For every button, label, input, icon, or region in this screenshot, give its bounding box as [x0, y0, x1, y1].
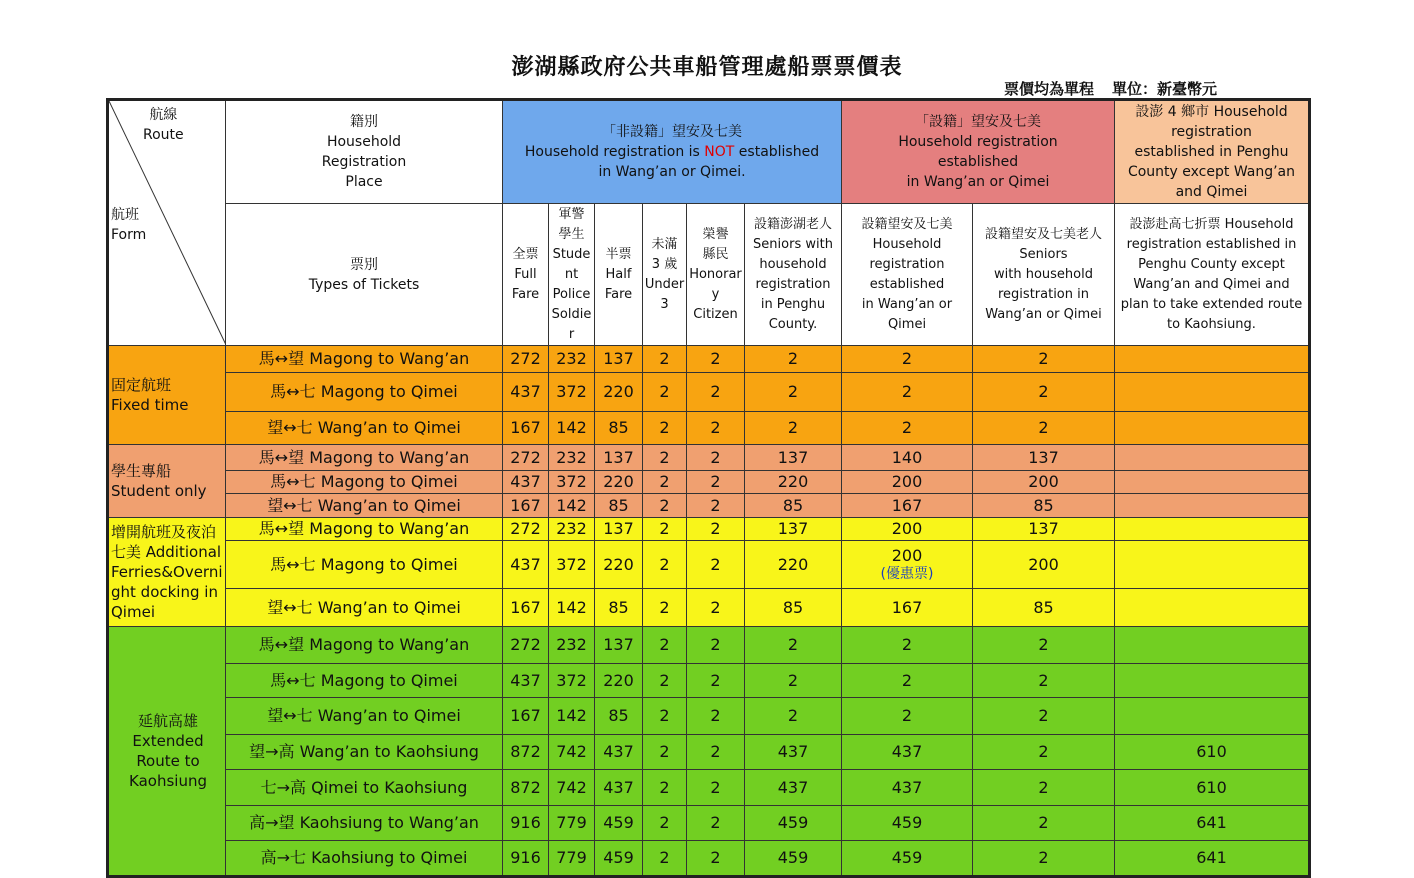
fare-cell: 232 [549, 627, 595, 664]
fare-cell: 137 [973, 518, 1115, 541]
discount-note: (優惠票) [880, 565, 934, 582]
fare-cell: 2 [687, 518, 745, 541]
fare-cell: 2 [643, 806, 687, 841]
column-header-line: 榮譽 [702, 226, 729, 242]
fare-cell: 437 [842, 770, 973, 806]
fare-cell: 142 [549, 589, 595, 627]
column-header-line: Seniors with [753, 236, 833, 252]
fare-cell [1115, 494, 1310, 518]
household-place-line: Registration [321, 154, 407, 170]
four-cities-header [1115, 100, 1310, 204]
established-line: 「設籍」望安及七美 [915, 114, 1041, 130]
corner-route [143, 105, 184, 145]
established-line: Household registration [898, 134, 1058, 150]
group-label [108, 346, 226, 445]
fare-cell: 610 [1115, 735, 1310, 770]
fare-cell: 2 [643, 735, 687, 770]
header-row-1 [108, 100, 1310, 204]
column-header-line: to Kaohsiung. [1167, 316, 1256, 332]
column-header-line: Stude [552, 246, 591, 262]
fare-cell: 2 [973, 806, 1115, 841]
fare-cell: 916 [503, 841, 549, 877]
fare-cell: 459 [595, 806, 643, 841]
corner-form [111, 205, 146, 245]
table-row [108, 627, 1310, 664]
fare-cell: 137 [595, 445, 643, 471]
unit-note: 單位：新臺幣元 [1112, 80, 1218, 98]
fare-cell: 140 [842, 445, 973, 471]
route-cell: 馬↔望 Magong to Wang’an [226, 627, 503, 664]
column-header-line: nt [564, 266, 579, 282]
table-row [108, 770, 1310, 806]
fare-cell: 167 [503, 412, 549, 445]
fare-cell: 272 [503, 627, 549, 664]
not-established-text: Household registration is [524, 144, 705, 160]
fare-cell: 232 [549, 346, 595, 373]
fare-cell: 2 [745, 627, 842, 664]
column-header-line: Fare [604, 286, 633, 302]
fare-cell: 2 [643, 589, 687, 627]
established-line: established [937, 154, 1019, 170]
fare-cell: 85 [745, 589, 842, 627]
fare-cell: 200 [973, 541, 1115, 589]
table-row [108, 698, 1310, 735]
column-header-line: Penghu County except [1138, 256, 1285, 272]
ticket-types-header [226, 204, 503, 346]
column-header [842, 204, 973, 346]
fare-cell: 200 [842, 518, 973, 541]
group-label-line: Kaohsiung [129, 772, 207, 790]
fare-cell: 2 [687, 589, 745, 627]
fare-cell: 459 [595, 841, 643, 877]
fare-cell [1115, 541, 1310, 589]
fare-cell: 142 [549, 494, 595, 518]
fare-cell: 872 [503, 735, 549, 770]
table-row [108, 471, 1310, 494]
fare-cell: 779 [549, 841, 595, 877]
fare-cell: 200 [973, 471, 1115, 494]
fare-cell: 2 [643, 518, 687, 541]
not-emphasis: NOT [704, 144, 735, 160]
table-row [108, 412, 1310, 445]
fare-cell: 437 [745, 770, 842, 806]
fare-cell: 85 [595, 412, 643, 445]
fare-cell: 2 [973, 664, 1115, 698]
fare-cell: 2 [687, 806, 745, 841]
fare-cell: 2 [745, 373, 842, 412]
four-cities-line: 設澎 4 鄉市 Household [1135, 104, 1288, 120]
column-header-line: y [711, 286, 720, 302]
table-row [108, 541, 1310, 589]
fare-cell: 2 [687, 494, 745, 518]
fare-cell: 220 [745, 541, 842, 589]
fare-cell: 641 [1115, 806, 1310, 841]
fare-cell: 220 [595, 373, 643, 412]
fare-cell: 2 [643, 373, 687, 412]
group-label-line: 七美 Additional [111, 543, 222, 561]
column-header-line: registration [755, 276, 831, 292]
column-header [973, 204, 1115, 346]
fare-cell: 137 [973, 445, 1115, 471]
fare-cell: 220 [595, 471, 643, 494]
fare-cell: 641 [1115, 841, 1310, 877]
fare-cell: 872 [503, 770, 549, 806]
route-cell: 馬↔七 Magong to Qimei [226, 664, 503, 698]
column-header-line: with household [994, 266, 1093, 282]
fare-cell: 85 [595, 494, 643, 518]
fare-cell: 372 [549, 664, 595, 698]
column-header [745, 204, 842, 346]
fare-cell: 459 [745, 806, 842, 841]
fare-cell: 142 [549, 412, 595, 445]
fare-cell [1115, 471, 1310, 494]
fare-cell: 2 [745, 346, 842, 373]
fare-cell: 2 [842, 412, 973, 445]
table-row [108, 841, 1310, 877]
fare-cell [1115, 698, 1310, 735]
fare-cell: 2 [687, 735, 745, 770]
column-header-line: plan to take extended route [1120, 296, 1303, 312]
column-header-line: Soldie [551, 306, 592, 322]
fare-cell: 372 [549, 471, 595, 494]
fare-cell: 2 [973, 346, 1115, 373]
household-place-line: Place [345, 174, 383, 190]
column-header-line: Wang’an or Qimei [985, 306, 1102, 322]
group-label-line: 延航高雄 [137, 712, 198, 730]
household-place-line: Household [326, 134, 402, 150]
column-header-line: Honorar [689, 266, 742, 282]
fare-cell: 779 [549, 806, 595, 841]
fare-cell: 232 [549, 445, 595, 471]
fare-cell: 2 [643, 664, 687, 698]
column-header-line: Fare [511, 286, 540, 302]
fare-cell: 2 [842, 698, 973, 735]
fare-cell: 2 [643, 471, 687, 494]
fare-cell: 85 [973, 589, 1115, 627]
fare-cell: 2 [643, 841, 687, 877]
column-header-line: 全票 [512, 246, 539, 262]
four-cities-line: County except Wang’an [1127, 164, 1296, 180]
corner-form-en: Form [111, 227, 147, 243]
fare-cell: 437 [595, 735, 643, 770]
fare-cell: 85 [745, 494, 842, 518]
fare-cell: 916 [503, 806, 549, 841]
table-row [108, 589, 1310, 627]
column-header-line: Police [552, 286, 591, 302]
fare-cell: 2 [973, 841, 1115, 877]
corner-form-zh: 航班 [111, 207, 139, 223]
not-established-line [503, 142, 841, 162]
fare-cell: 272 [503, 445, 549, 471]
fare-cell: 437 [503, 541, 549, 589]
fare-cell [1115, 518, 1310, 541]
fare-cell [1115, 664, 1310, 698]
fare-cell [1115, 346, 1310, 373]
column-header-line: 設籍澎湖老人 [753, 216, 832, 232]
fare-cell: 137 [595, 627, 643, 664]
fare-cell: 2 [687, 373, 745, 412]
route-cell: 馬↔望 Magong to Wang’an [226, 518, 503, 541]
fare-cell: 459 [842, 841, 973, 877]
page-title: 澎湖縣政府公共車船管理處船票票價表 [511, 55, 903, 80]
fare-cell: 2 [842, 627, 973, 664]
fare-cell: 167 [503, 589, 549, 627]
fare-cell: 2 [687, 770, 745, 806]
column-header-line: Qimei [887, 316, 927, 332]
group-label-line: Extended [132, 732, 204, 750]
fare-note [1004, 78, 1235, 99]
route-cell: 馬↔七 Magong to Qimei [226, 541, 503, 589]
route-cell: 馬↔望 Magong to Wang’an [226, 445, 503, 471]
group-label-line: Student only [111, 482, 207, 500]
fare-cell: 2 [973, 770, 1115, 806]
table-row [108, 445, 1310, 471]
table-row [108, 518, 1310, 541]
group-label-line: 固定航班 [111, 376, 172, 394]
fare-cell: 459 [745, 841, 842, 877]
fare-cell: 2 [643, 346, 687, 373]
column-header-line: Wang’an and Qimei and [1133, 276, 1290, 292]
column-header-line: 設澎赴高七折票 Household [1129, 216, 1294, 232]
fare-cell: 167 [842, 589, 973, 627]
fare-cell [1115, 373, 1310, 412]
household-place-header [226, 100, 503, 204]
fare-cell: 2 [687, 541, 745, 589]
fare-cell: 2 [973, 412, 1115, 445]
fare-cell: 372 [549, 373, 595, 412]
table-row [108, 346, 1310, 373]
fare-cell: 2 [973, 735, 1115, 770]
column-header-line: 設籍望安及七美老人 [984, 226, 1102, 242]
fare-value: 200 [891, 545, 923, 565]
not-established-line: 「非設籍」望安及七美 [602, 124, 742, 140]
column-header-line: r [568, 326, 575, 342]
route-cell: 望↔七 Wang’an to Qimei [226, 412, 503, 445]
fare-cell: 2 [643, 627, 687, 664]
fare-cell: 167 [842, 494, 973, 518]
fare-cell: 137 [595, 346, 643, 373]
fare-cell: 272 [503, 518, 549, 541]
fare-cell: 167 [503, 698, 549, 735]
fare-cell [1115, 589, 1310, 627]
fare-cell [1115, 627, 1310, 664]
fare-cell: 372 [549, 541, 595, 589]
fare-cell: 459 [842, 806, 973, 841]
ticket-types-line: 票別 [350, 256, 378, 273]
group-label-line: 增開航班及夜泊 [111, 523, 217, 541]
fare-cell: 437 [745, 735, 842, 770]
column-header-line: Under [644, 276, 685, 292]
column-header [503, 204, 549, 346]
not-established-text: established [734, 144, 820, 160]
column-header-line: 3 歲 [651, 256, 678, 272]
fare-cell: 2 [643, 698, 687, 735]
column-header [643, 204, 687, 346]
fare-cell [1115, 445, 1310, 471]
column-header-line: County. [768, 316, 818, 332]
column-header [595, 204, 643, 346]
fare-cell: 2 [643, 541, 687, 589]
fare-cell: 85 [595, 589, 643, 627]
fare-cell: 2 [842, 373, 973, 412]
fare-cell: 2 [687, 841, 745, 877]
fare-cell: 220 [595, 664, 643, 698]
not-established-line: in Wang’an or Qimei. [598, 164, 746, 180]
fare-cell: 232 [549, 518, 595, 541]
header-row-2 [108, 204, 1310, 346]
route-cell: 望↔七 Wang’an to Qimei [226, 494, 503, 518]
table-row [108, 806, 1310, 841]
column-header-line: in Penghu [760, 296, 826, 312]
fare-cell: 220 [595, 541, 643, 589]
table-row [108, 373, 1310, 412]
fare-cell: 2 [643, 770, 687, 806]
column-header-line: 半票 [605, 246, 632, 262]
column-header-line: 3 [660, 296, 669, 312]
group-label [108, 518, 226, 627]
group-label [108, 627, 226, 877]
column-header-line: registration established in [1126, 236, 1297, 252]
fare-cell: 2 [745, 664, 842, 698]
route-cell: 馬↔七 Magong to Qimei [226, 373, 503, 412]
table-row [108, 735, 1310, 770]
fare-cell: 137 [745, 445, 842, 471]
ticket-types-line: Types of Tickets [308, 276, 420, 293]
fare-table [106, 98, 1311, 878]
four-cities-line: registration [1171, 124, 1252, 140]
route-cell: 高→望 Kaohsiung to Wang’an [226, 806, 503, 841]
column-header-line: 未滿 [651, 236, 678, 252]
fare-cell: 2 [687, 664, 745, 698]
household-place-line: 籍別 [350, 114, 378, 130]
column-header-line: 學生 [558, 226, 585, 242]
route-cell: 馬↔七 Magong to Qimei [226, 471, 503, 494]
column-header-line: Half [605, 266, 632, 282]
column-header-line: household [759, 256, 827, 272]
established-header [842, 100, 1115, 204]
fare-cell: 742 [549, 770, 595, 806]
group-label [108, 445, 226, 518]
group-label-line: Fixed time [111, 396, 189, 414]
fare-cell: 437 [503, 471, 549, 494]
column-header-line: Full [514, 266, 537, 282]
fare-cell: 2 [745, 412, 842, 445]
fare-cell: 437 [503, 373, 549, 412]
route-cell: 望↔七 Wang’an to Qimei [226, 698, 503, 735]
route-cell: 望↔七 Wang’an to Qimei [226, 589, 503, 627]
corner-cell [108, 100, 226, 346]
fare-cell: 167 [503, 494, 549, 518]
fare-cell: 2 [973, 373, 1115, 412]
fare-cell: 137 [595, 518, 643, 541]
fare-cell: 272 [503, 346, 549, 373]
fare-cell: 2 [687, 471, 745, 494]
fare-cell: 2 [687, 627, 745, 664]
fare-cell: 437 [503, 664, 549, 698]
column-header-line: Seniors [1019, 246, 1068, 262]
column-header-line: in Wang’an or [861, 296, 953, 312]
fare-cell: 2 [687, 412, 745, 445]
fare-cell: 2 [643, 445, 687, 471]
column-header-line: registration [869, 256, 945, 272]
table-row [108, 494, 1310, 518]
fare-cell: 742 [549, 735, 595, 770]
fare-cell: 220 [745, 471, 842, 494]
fare-cell: 200 [842, 471, 973, 494]
fare-cell [842, 541, 973, 589]
fare-cell: 2 [687, 346, 745, 373]
column-header-line: 縣民 [702, 246, 729, 262]
fare-cell: 2 [643, 412, 687, 445]
group-label-line: ght docking in [111, 583, 218, 601]
corner-route-en: Route [143, 127, 184, 143]
route-cell: 馬↔望 Magong to Wang’an [226, 346, 503, 373]
fare-cell: 2 [973, 627, 1115, 664]
oneway-note: 票價均為單程 [1004, 80, 1095, 98]
fare-cell: 437 [595, 770, 643, 806]
route-cell: 高→七 Kaohsiung to Qimei [226, 841, 503, 877]
column-header-line: 設籍望安及七美 [861, 216, 953, 232]
fare-cell: 85 [595, 698, 643, 735]
fare-cell: 2 [643, 494, 687, 518]
four-cities-line: established in Penghu [1134, 144, 1289, 160]
fare-cell: 2 [842, 346, 973, 373]
established-line: in Wang’an or Qimei [906, 174, 1050, 190]
column-header-line: Citizen [693, 306, 738, 322]
fare-cell: 2 [973, 698, 1115, 735]
group-label-line: Ferries&Overni [111, 563, 223, 581]
column-header [549, 204, 595, 346]
fare-cell: 142 [549, 698, 595, 735]
column-header [687, 204, 745, 346]
fare-cell: 2 [687, 445, 745, 471]
column-header-line: 軍警 [558, 206, 585, 222]
fare-cell [1115, 412, 1310, 445]
table-row [108, 664, 1310, 698]
four-cities-line: and Qimei [1175, 184, 1248, 200]
route-cell: 望→高 Wang’an to Kaohsiung [226, 735, 503, 770]
group-label-line: Qimei [111, 603, 155, 621]
fare-cell: 2 [745, 698, 842, 735]
fare-cell: 610 [1115, 770, 1310, 806]
column-header-line: registration in [998, 286, 1089, 302]
fare-cell: 2 [687, 698, 745, 735]
group-label-line: 學生專船 [111, 462, 172, 480]
corner-route-zh: 航線 [149, 107, 178, 123]
fare-cell: 437 [842, 735, 973, 770]
column-header-line: established [869, 276, 945, 292]
route-cell: 七→高 Qimei to Kaohsiung [226, 770, 503, 806]
column-header [1115, 204, 1310, 346]
column-header-line: Household [872, 236, 942, 252]
fare-cell: 85 [973, 494, 1115, 518]
not-established-header [503, 100, 842, 204]
fare-cell: 137 [745, 518, 842, 541]
fare-cell: 2 [842, 664, 973, 698]
group-label-line: Route to [136, 752, 200, 770]
